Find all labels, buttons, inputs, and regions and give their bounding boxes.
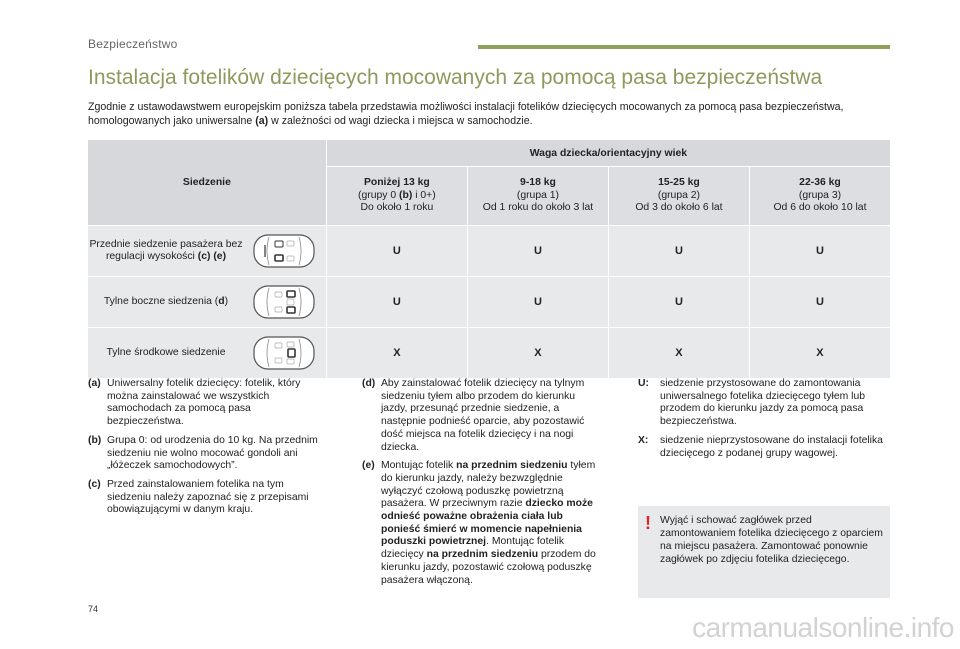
page-number: 74 [88,604,99,614]
mark-cell: X [608,328,749,379]
seat-column-header: Siedzenie [88,140,326,226]
seat-label: Tylne środkowe siedzenie [106,346,226,358]
note-a: (a) Uniwersalny fotelik dziecięcy: fotelik, który można zainstalować we wszystkich samochodach za pomocą pasa bezpieczeństwa. [88,378,301,428]
legend-x: X: siedzenie nieprzystosowane do instalacji fotelika dziecięcego z podanej grupy wagowej. [638,434,883,459]
note-d: (d) Aby zainstalować fotelik dziecięcy na tylnym siedzeniu tyłem albo przodem do kierunku jazdy, przesunąć przednie siedzenie, a następnie podnieść oparcie, aby pozostawić dość miejsca na fotelik dziecięcy i na nogi dziecka. [362,378,585,453]
table-row [88,226,890,277]
mark-cell: U [749,277,890,328]
seat-compatibility-table [88,140,890,379]
page-title: Instalacja fotelików dziecięcych mocowanych za pomocą pasa bezpieczeństwa [88,66,823,89]
weight-category-1: 9-18 kg (grupa 1) Od 1 roku do około 3 lat [467,167,608,226]
legend-u: U: siedzenie przystosowane do zamontowania uniwersalnego fotelika dziecięcego tyłem lub przodem do kierunku jazdy za pomocą pasa bezpieczeństwa. [638,378,866,428]
weight-category-2: 15-25 kg (grupa 2) Od 3 do około 6 lat [608,167,749,226]
notes-column-2 [362,378,602,593]
table-row [88,328,890,379]
exclamation-icon: ! [645,513,651,533]
weight-category-3: 22-36 kg (grupa 3) Od 6 do około 10 lat [749,167,890,226]
mark-cell: U [467,277,608,328]
intro-text-1: Zgodnie z ustawodawstwem europejskim poniższa tabela przedstawia możliwości instalacji fotelików dziecięcych mocowanych za pomocą pasa bezpieczeństwa, homologowanych jako uniwersalne [88,101,844,127]
section-label: Bezpieczeństwo [88,37,178,51]
warning-box [638,506,890,598]
mark-cell: U [749,226,890,277]
notes-column-3 [638,378,888,466]
note-c: (c) Przed zainstalowaniem fotelika na tym siedzeniu należy zapoznać się z przepisami obowiązującymi w danym kraju. [88,478,309,516]
seat-label: Tylne boczne siedzenia (d) [103,295,229,307]
mark-cell: U [326,277,467,328]
seat-cell [88,328,326,379]
note-e: (e) Montując fotelik na przednim siedzeniu tyłem do kierunku jazdy, należy bezwzględnie wyłączyć czołową poduszkę powietrzną pasażera. W przeciwnym razie dziecko może odnieść poważne obrażenia ciała lub ponieść śmierć w momencie napełnienia poduszki powietrznej. Montując fotelik dziecięcy na przednim siedzeniu przodem do kierunku jazdy, pozostawić czołową poduszkę pasażera włączoną. [362,460,596,586]
car-rear-center-seat-icon [251,333,317,373]
mark-cell: X [326,328,467,379]
mark-cell: X [467,328,608,379]
note-b: (b) Grupa 0: od urodzenia do 10 kg. Na przednim siedzeniu nie wolno mocować gondoli ani „łóżeczek samochodowych”. [88,434,318,472]
intro-paragraph [88,100,888,128]
car-front-passenger-icon [251,231,317,271]
weight-column-header: Waga dziecka/orientacyjny wiek [326,140,890,167]
watermark: carmanualsonline.info [692,612,954,643]
notes-column-1 [88,378,328,523]
mark-cell: U [608,277,749,328]
header-rule [478,45,890,49]
table-row [88,277,890,328]
mark-cell: U [467,226,608,277]
intro-ref-a: (a) [255,115,269,127]
intro-text-2: w zależności od wagi dziecka i miejsca w samochodzie. [268,115,533,127]
seat-cell [88,226,326,277]
mark-cell: X [749,328,890,379]
mark-cell: U [608,226,749,277]
mark-cell: U [326,226,467,277]
seat-label: Przednie siedzenie pasażera bez regulacji wysokości (c) (e) [89,238,243,262]
seat-cell [88,277,326,328]
car-rear-side-seats-icon [251,282,317,322]
weight-category-0: Poniżej 13 kg (grupy 0 (b) i 0+) Do około 1 roku [326,167,467,226]
warning-text: Wyjąć i schować zagłówek przed zamontowaniem fotelika dziecięcego z oparciem na miejscu pasażera. Zamontować ponownie zagłówek po zdjęciu fotelika dziecięcego. [660,515,883,565]
